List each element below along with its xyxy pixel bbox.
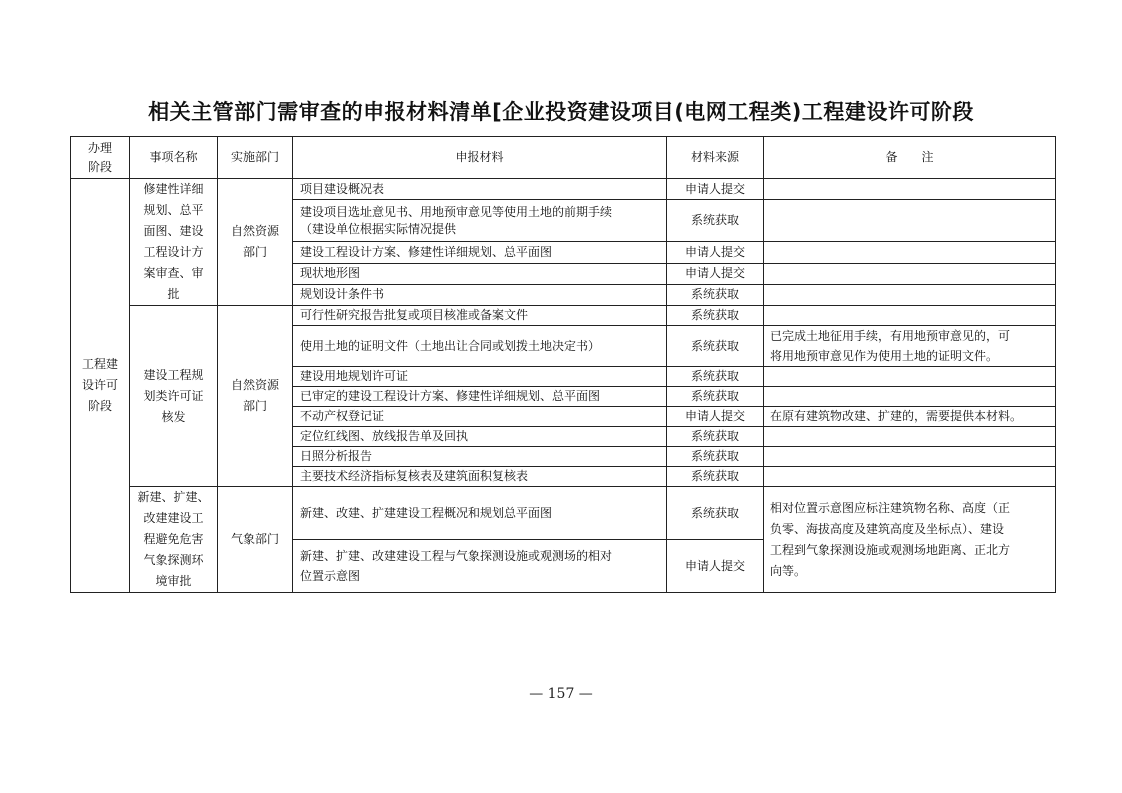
material-cell: 规划设计条件书 (293, 284, 667, 305)
material-cell: 日照分析报告 (293, 447, 667, 467)
remark-cell (764, 179, 1056, 200)
source-cell: 申请人提交 (667, 263, 764, 284)
dept-cell: 自然资源 部门 (218, 179, 293, 306)
remark-cell (764, 242, 1056, 263)
source-cell: 申请人提交 (667, 179, 764, 200)
source-cell: 系统获取 (667, 387, 764, 407)
material-cell: 项目建设概况表 (293, 179, 667, 200)
materials-table (70, 136, 1056, 593)
header-item: 事项名称 (130, 137, 218, 179)
material-cell: 现状地形图 (293, 263, 667, 284)
material-cell: 主要技术经济指标复核表及建筑面积复核表 (293, 467, 667, 487)
dept-cell: 自然资源 部门 (218, 306, 293, 487)
source-cell: 系统获取 (667, 427, 764, 447)
source-cell: 系统获取 (667, 200, 764, 242)
remark-cell (764, 200, 1056, 242)
stage-cell: 工程建 设许可 阶段 (71, 179, 130, 593)
source-cell: 系统获取 (667, 306, 764, 326)
material-cell: 使用土地的证明文件（土地出让合同或划拨土地决定书） (293, 326, 667, 367)
document-title: 相关主管部门需审查的申报材料清单[企业投资建设项目(电网工程类)工程建设许可阶段 (148, 100, 974, 124)
remark-cell (764, 263, 1056, 284)
remark-cell: 相对位置示意图应标注建筑物名称、高度（正 负零、海拔高度及建筑高度及坐标点）、建设 工程到气象探测设施或观测场地距离、正北方 向等。 (764, 487, 1056, 593)
remark-cell (764, 306, 1056, 326)
header-remarks: 备 注 (764, 137, 1056, 179)
source-cell: 系统获取 (667, 326, 764, 367)
material-cell: 定位红线图、放线报告单及回执 (293, 427, 667, 447)
source-cell: 申请人提交 (667, 242, 764, 263)
item-name-cell: 修建性详细 规划、总平 面图、建设 工程设计方 案审查、审 批 (130, 179, 218, 306)
source-cell: 系统获取 (667, 487, 764, 540)
header-dept: 实施部门 (218, 137, 293, 179)
table-row (71, 179, 1056, 200)
source-cell: 系统获取 (667, 467, 764, 487)
header-source: 材料来源 (667, 137, 764, 179)
remark-cell: 已完成土地征用手续，有用地预审意见的，可 将用地预审意见作为使用土地的证明文件。 (764, 326, 1056, 367)
material-cell: 可行性研究报告批复或项目核准或备案文件 (293, 306, 667, 326)
material-cell: 建设项目选址意见书、用地预审意见等使用土地的前期手续 （建设单位根据实际情况提供 (293, 200, 667, 242)
remark-cell (764, 284, 1056, 305)
remark-cell (764, 447, 1056, 467)
source-cell: 系统获取 (667, 367, 764, 387)
table-row (71, 306, 1056, 326)
page-number: — 157 — (529, 686, 593, 702)
material-cell: 不动产权登记证 (293, 407, 667, 427)
header-materials: 申报材料 (293, 137, 667, 179)
item-name-cell: 建设工程规 划类许可证 核发 (130, 306, 218, 487)
header-row (71, 137, 1056, 179)
material-cell: 建设工程设计方案、修建性详细规划、总平面图 (293, 242, 667, 263)
source-cell: 申请人提交 (667, 407, 764, 427)
material-cell: 新建、改建、扩建建设工程概况和规划总平面图 (293, 487, 667, 540)
material-cell: 建设用地规划许可证 (293, 367, 667, 387)
remark-cell: 在原有建筑物改建、扩建的，需要提供本材料。 (764, 407, 1056, 427)
remark-cell (764, 467, 1056, 487)
item-name-cell: 新建、扩建、 改建建设工 程避免危害 气象探测环 境审批 (130, 487, 218, 593)
source-cell: 申请人提交 (667, 540, 764, 593)
remark-cell (764, 427, 1056, 447)
material-cell: 新建、扩建、改建建设工程与气象探测设施或观测场的相对 位置示意图 (293, 540, 667, 593)
remark-cell (764, 387, 1056, 407)
remark-cell (764, 367, 1056, 387)
table-row (71, 487, 1056, 540)
header-stage: 办理 阶段 (71, 137, 130, 179)
dept-cell: 气象部门 (218, 487, 293, 593)
material-cell: 已审定的建设工程设计方案、修建性详细规划、总平面图 (293, 387, 667, 407)
source-cell: 系统获取 (667, 447, 764, 467)
source-cell: 系统获取 (667, 284, 764, 305)
